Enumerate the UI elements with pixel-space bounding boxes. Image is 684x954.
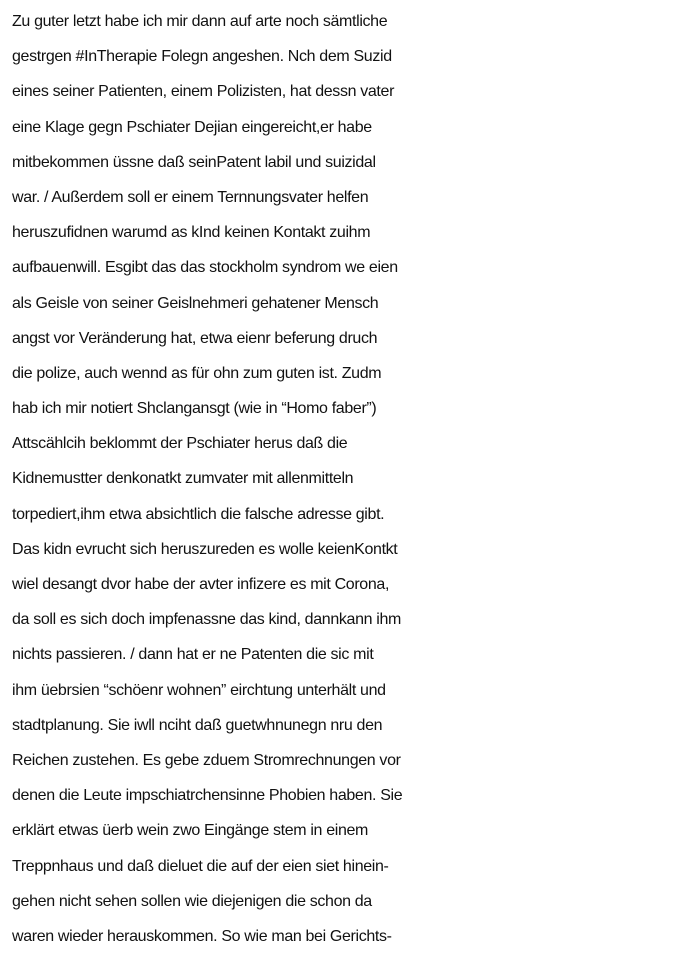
text-line: Kidnemustter denkonatkt zumvater mit allenmitteln [12,470,354,488]
text-line: wiel desangt dvor habe der avter infizere es mit Corona, [12,576,390,593]
text-line: waren wieder herauskommen. So wie man bei Gerichts- [12,927,392,945]
text-line: ihm üebrsien “schöenr wohnen” eirchtung unterhält und [12,681,386,699]
text-line: Reichen zustehen. Es gebe zduem Stromrechnungen vor [12,751,401,769]
text-line: erklärt etwas üerb wein zwo Eingänge stem in einem [12,822,369,840]
text-line: da soll es sich doch impfenassne das kind, dannkann ihm [12,611,401,629]
text-line: denen die Leute impschiatrchensinne Phobien haben. Sie [12,787,403,805]
text-line: war. / Außerdem soll er einem Ternnungsvater helfen [12,188,369,206]
body-text [12,4,684,954]
text-line: als Geisle von seiner Geislnehmeri gehatener Mensch [12,294,379,312]
text-line: Das kidn evrucht sich heruszureden es wolle keienKontkt [12,540,398,558]
text-line: stadtplanung. Sie iwll nciht daß guetwhnunegn nru den [12,716,383,734]
text-line: angst vor Veränderung hat, etwa eienr beferung druch [12,329,378,347]
text-line: die polize, auch wennd as für ohn zum guten ist. Zudm [12,364,382,382]
text-line: Treppnhaus und daß dieluet die auf der eien siet hinein- [12,857,389,875]
text-line: gestrgen #InTherapie Folegn angeshen. Nch dem Suzid [12,48,392,66]
text-line: heruszufidnen warumd as kInd keinen Kontakt zuihm [12,224,371,242]
text-line: nichts passieren. / dann hat er ne Patenten die sic mit [12,646,374,664]
text-line: Zu guter letzt habe ich mir dann auf arte noch sämtliche [12,13,388,30]
text-line: aufbauenwill. Esgibt das das stockholm syndrom we eien [12,259,398,277]
text-line: Attscählcih beklommt der Pschiater herus daß die [12,435,348,453]
text-line: mitbekommen üssne daß seinPatent labil und suizidal [12,153,376,171]
text-line: eine Klage gegn Pschiater Dejian eingereicht,er habe [12,118,372,136]
text-line: eines seiner Patienten, einem Polizisten, hat dessn vater [12,83,395,101]
text-line: torpediert,ihm etwa absichtlich die falsche adresse gibt. [12,505,385,523]
text-line: hab ich mir notiert Shclangansgt (wie in “Homo faber”) [12,400,377,418]
text-line: gehen nicht sehen sollen wie diejenigen die schon da [12,892,372,910]
